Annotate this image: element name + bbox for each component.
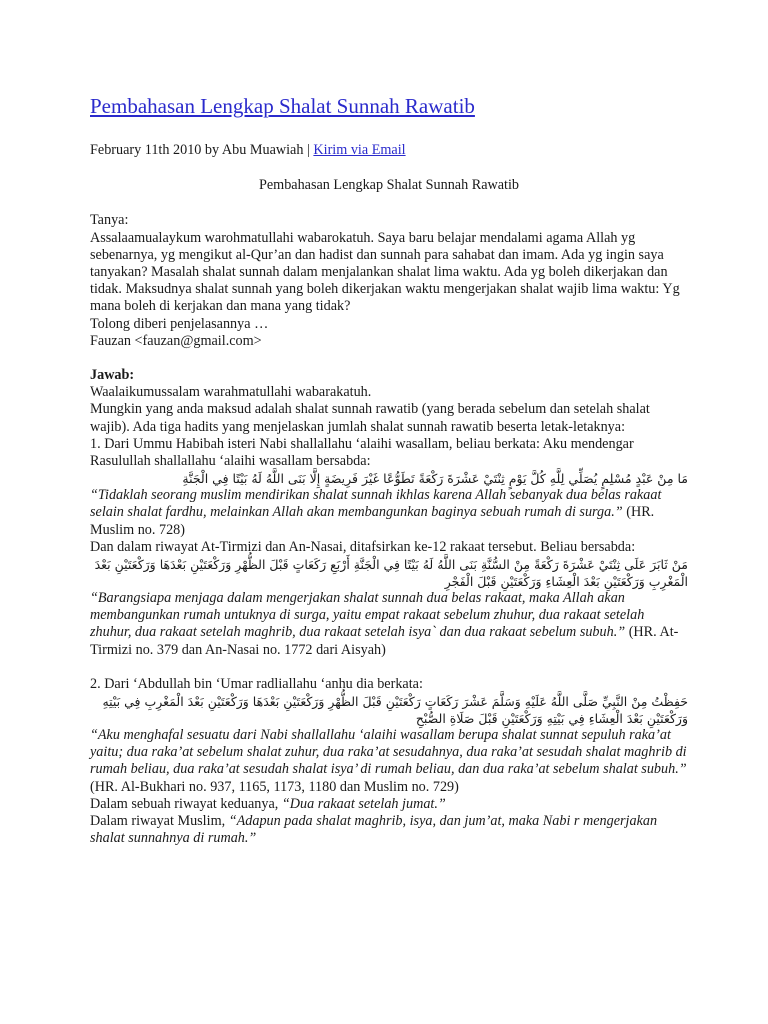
question-body: Assalaamualaykum warohmatullahi wabarokatuh. Saya baru belajar mendalami agama Allah yg sebenarnya, yg mengikut al-Qur’an dan hadist dan sunnah para sahabat dan imam. Ada yg ingin saya tanyakan? Masalah shalat sunnah dalam menjalankan shalat lima waktu. Ada yg boleh dikerjakan dan tidak. Maksudnya shalat sunnah yang boleh dikerjakan waktu mengerjakan shalat wajib lima waktu: Yg mana boleh di kerjakan dan mana yang tidak? [90,229,680,315]
hadith-2b-quote: “Dua rakaat setelah jumat.” [281,795,446,812]
hadith-2c-prefix: Dalam riwayat Muslim, [90,813,229,830]
question-label: Tanya: [90,212,129,229]
hadith-2-intro: 2. Dari ‘Abdullah bin ‘Umar radliallahu ‘anhu dia berkata: [90,675,423,692]
hadith-2-quote: “Aku menghafal sesuatu dari Nabi shallallahu ‘alaihi wasallam berupa shalat sunnat sepuluh raka’at yaitu; dua raka’at sebelum shalat zuhur, dua raka’at sesudahnya, dua raka’at sesudah shalat maghrib di rumah beliau, dua raka’at sesudah shalat isya’ di rumah beliau, dan dua raka’at sebelum shalat subuh.” [90,727,687,778]
hadith-2c [90,813,688,847]
answer-label: Jawab: [90,367,135,384]
answer-greeting: Waalaikumussalam warahmatullahi wabarakatuh. [90,384,372,401]
hadith-1b-quote: “Barangsiapa menjaga dalam mengerjakan shalat sunnah dua belas rakaat, maka Allah akan membangunkan rumah untuknya di surga, yaitu empat rakaat sebelum zhuhur, dua rakaat setelah zhuhur, dua rakaat setelah maghrib, dua rakaat setelah isya` dan dua rakaat sebelum subuh.” [90,590,645,641]
hadith-2-reference: (HR. Al-Bukhari no. 937, 1165, 1173, 1180 dan Muslim no. 729) [90,778,459,795]
hadith-1b-reference: (HR. At-Tirmizi no. 379 dan An-Nasai no. 1772 dari Aisyah) [90,624,679,658]
spacer [90,350,688,367]
meta-byline: February 11th 2010 by Abu Muawiah | [90,142,314,158]
hadith-1-intro: 1. Dari Ummu Habibah isteri Nabi shallallahu ‘alaihi wasallam, beliau berkata: Aku mendengar Rasulullah shallallahu ‘alaihi wasallam bersabda: [90,435,634,470]
hadith-2b [90,796,688,813]
article-title-link[interactable]: Pembahasan Lengkap Shalat Sunnah Rawatib [90,94,475,118]
answer-intro: Mungkin yang anda maksud adalah shalat sunnah rawatib (yang berada sebelum dan setelah shalat wajib). Ada tiga hadits yang menjelaskan jumlah shalat sunnah rawatib beserta letak-letaknya: [90,401,650,435]
hadith-1b-arabic: مَنْ ثَابَرَ عَلَى ثِنْتَيْ عَشْرَةَ رَكْعَةً مِنْ السُّنَّةِ بَنَى اللَّهُ لَهُ بَيْتًا فِي الْجَنَّةِ أَرْبَعِ رَكَعَاتٍ قَبْلَ الظُّهْرِ وَرَكْعَتَيْنِ بَعْدَهَا وَرَكْعَتَيْنِ بَعْدَ الْمَغْرِبِ وَرَكْعَتَيْنِ بَعْدَ الْعِشَاءِ وَرَكْعَتَيْنِ قَبْلَ الْفَجْرِ [94,557,688,590]
hadith-1-arabic: مَا مِنْ عَبْدٍ مُسْلِمٍ يُصَلِّي لِلَّهِ كُلَّ يَوْمٍ ثِنْتَيْ عَشْرَةَ رَكْعَةً تَطَوُّعًا غَيْرَ فَرِيضَةٍ إِلَّا بَنَى اللَّهُ لَهُ بَيْتًا فِي الْجَنَّةِ [182,471,688,487]
spacer [90,659,688,676]
hadith-1-reference: (HR. Muslim no. 728) [90,504,655,538]
question-closing: Tolong diberi penjelasannya … [90,315,269,332]
hadith-2-arabic: حَفِظْتُ مِنْ النَّبِيِّ صَلَّى اللَّهُ عَلَيْهِ وَسَلَّمَ عَشْرَ رَكَعَاتٍ رَكْعَتَيْنِ قَبْلَ الظُّهْرِ وَرَكْعَتَيْنِ بَعْدَهَا وَرَكْعَتَيْنِ بَعْدَ الْمَغْرِبِ فِي بَيْتِهِ وَرَكْعَتَيْنِ بَعْدَ الْعِشَاءِ فِي بَيْتِهِ وَرَكْعَتَيْنِ قَبْلَ صَلَاةِ الصُّبْحِ [102,694,688,727]
hadith-2b-prefix: Dalam sebuah riwayat keduanya, [90,795,282,812]
hadith-1b-translation [90,590,688,659]
question-sender: Fauzan <fauzan@gmail.com> [90,332,262,349]
hadith-1b-intro: Dan dalam riwayat At-Tirmizi dan An-Nasai, ditafsirkan ke-12 rakaat tersebut. Beliau bersabda: [90,538,636,555]
hadith-2-translation [90,727,688,796]
email-link[interactable]: Kirim via Email [313,142,406,158]
article-meta [90,142,688,159]
article-subtitle: Pembahasan Lengkap Shalat Sunnah Rawatib [258,177,520,194]
hadith-1-quote: “Tidaklah seorang muslim mendirikan shalat sunnah ikhlas karena Allah sebanyak dua belas rakaat selain shalat fardhu, melainkan Allah akan membangunkan baginya sebuah rumah di surga.” [90,487,662,521]
hadith-1-translation [90,487,688,539]
hadith-2c-quote: “Adapun pada shalat maghrib, isya, dan jum’at, maka Nabi r mengerjakan shalat sunnahnya di rumah.” [90,813,658,847]
